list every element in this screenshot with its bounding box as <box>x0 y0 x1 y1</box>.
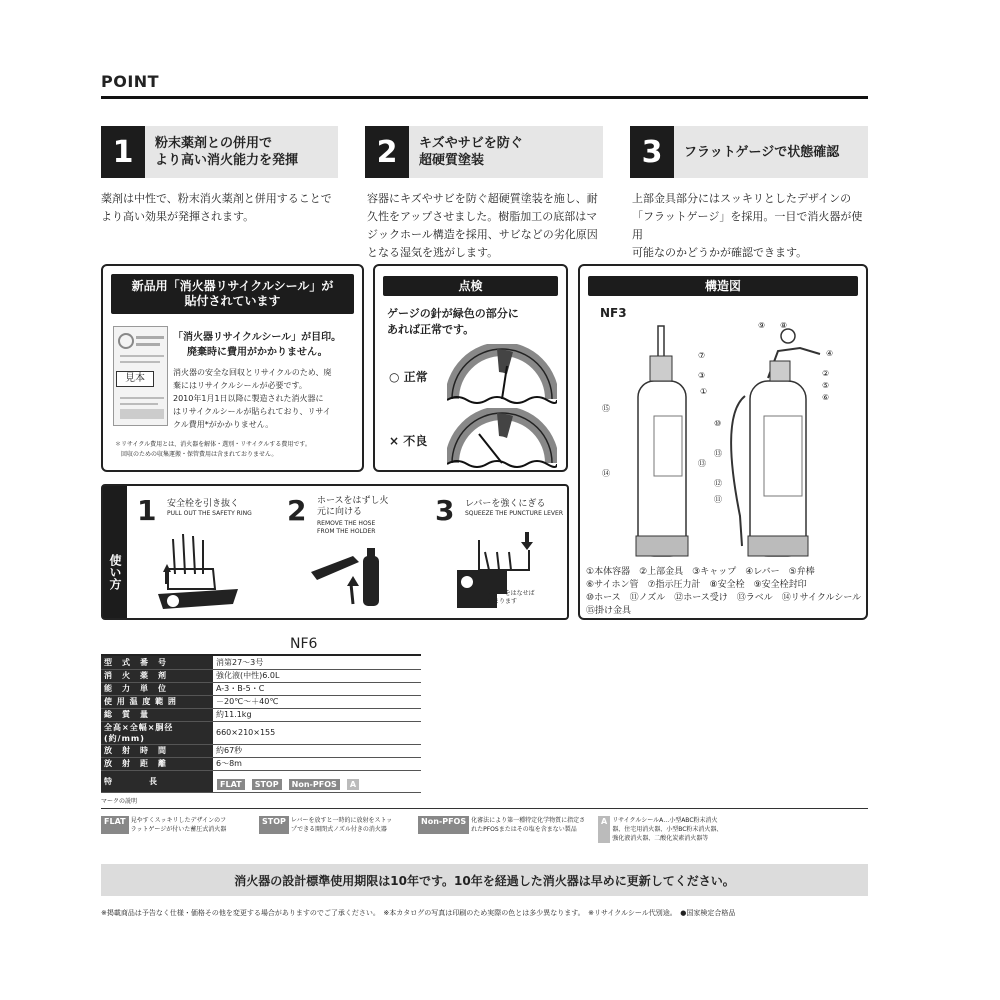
spec-value: 660×210×155 <box>213 721 421 744</box>
spec-row <box>101 708 421 721</box>
legend-line: ①本体容器 ②上部金具 ③キャップ ④レバー ⑤弁棒 <box>586 567 815 577</box>
point-2-description <box>367 190 607 262</box>
recycle-notes <box>115 440 311 460</box>
mark-non-pfos-badge: Non-PFOS <box>418 816 469 834</box>
svg-text:⑦: ⑦ <box>698 351 706 360</box>
point-1-desc-line: より高い効果が発揮されます。 <box>101 210 255 223</box>
mark-text-line: れたPFOSまたはその塩を含まない製品 <box>471 826 577 833</box>
mark-text-line: 強化液消火器、二酸化炭素消火器等 <box>612 835 709 842</box>
inspection-lead <box>387 306 519 338</box>
recycle-note-line2: 回収のための収集運搬・保管費用は含まれておりません。 <box>115 451 278 458</box>
spec-row <box>101 682 421 695</box>
pull-safety-ring-icon <box>153 534 243 614</box>
svg-text:⑨: ⑨ <box>758 321 766 330</box>
mark-text-line: 器、住宅用消火器、小型BC粉末消火器、 <box>612 826 723 833</box>
recycle-heading-line1: 新品用「消火器リサイクルシール」が <box>131 279 334 293</box>
mark-flat-badge: FLAT <box>101 816 129 834</box>
mark-flat-text <box>131 816 227 834</box>
mark-text-line: プできる開閉式ノズル付きの消火器 <box>290 826 387 833</box>
mark-flat <box>101 816 226 834</box>
marks-rule <box>101 808 868 809</box>
svg-text:⑪: ⑪ <box>714 495 722 504</box>
spec-row <box>101 656 421 669</box>
step-3-note-line1: レバーをはなせば <box>487 590 535 597</box>
step-3-number: 3 <box>435 494 455 527</box>
step-3-note <box>487 590 535 606</box>
recycle-body <box>173 366 332 431</box>
recycle-body-line: クル費用*がかかりません。 <box>173 420 274 429</box>
spec-key: 放 射 時 間 <box>101 744 213 757</box>
recycle-note-line1: ＊リサイクル費用とは、消火器を解体・選別・リサイクルする費用です。 <box>115 441 311 448</box>
svg-text:⑬: ⑬ <box>698 459 706 468</box>
extinguisher-diagram-icon <box>600 316 850 566</box>
point-3-desc-line: 上部金具部分にはスッキリとしたデザインの <box>632 192 852 205</box>
badge-flat: FLAT <box>217 779 245 790</box>
mark-non-pfos-text <box>471 816 585 834</box>
point-2-desc-line: ジックホール構造を採用、サビなどの劣化原因 <box>367 228 598 241</box>
point-2-number: 2 <box>365 126 409 178</box>
point-3-description <box>632 190 872 262</box>
svg-text:⑤: ⑤ <box>822 381 830 390</box>
spec-row <box>101 669 421 682</box>
svg-text:⑩: ⑩ <box>714 419 722 428</box>
structure-heading: 構造図 <box>588 276 858 296</box>
spec-key: 型 式 番 号 <box>101 656 213 669</box>
spec-key: 能 力 単 位 <box>101 682 213 695</box>
spec-key: 放 射 距 離 <box>101 757 213 770</box>
recycle-lead-line2: 廃棄時に費用がかかりません。 <box>187 347 328 358</box>
mark-stop <box>259 816 392 834</box>
point-2-desc-line: となる湿気を逃がします。 <box>367 246 499 259</box>
point-1-number: 1 <box>101 126 145 178</box>
title-rule <box>101 96 868 99</box>
mark-text-line: レバーを放すと一時的に放射をストッ <box>290 817 393 824</box>
recycle-body-line: 消火器の安全な回収とリサイクルのため、廃 <box>173 368 332 377</box>
point-3-desc-line: 「フラットゲージ」を採用。一目で消火器が使用 <box>632 210 863 241</box>
point-1-heading-line1: 粉末薬剤との併用で <box>155 136 273 151</box>
svg-text:⑬: ⑬ <box>714 449 722 458</box>
spec-key: 消 火 薬 剤 <box>101 669 213 682</box>
svg-text:①: ① <box>700 387 708 396</box>
recycle-body-line: 棄にはリサイクルシールが必要です。 <box>173 381 307 390</box>
recycle-seal-heading <box>111 274 354 314</box>
spec-value: 6～8m <box>213 757 421 770</box>
step-3-text: レバーを強くにぎる <box>465 499 546 509</box>
svg-text:⑭: ⑭ <box>602 469 610 478</box>
spec-key: 全高×全幅×胴径(約/mm) <box>101 721 213 744</box>
mark-stop-text <box>291 816 392 834</box>
mark-text-line: リサイクルシールA…小型ABC粉末消火 <box>612 817 718 824</box>
svg-text:④: ④ <box>826 349 834 358</box>
svg-text:⑧: ⑧ <box>780 321 788 330</box>
step-1-number: 1 <box>137 494 157 527</box>
spec-model-title: NF6 <box>290 636 318 652</box>
point-3-heading-line1: フラットゲージで状態確認 <box>684 144 840 160</box>
recycle-lead <box>173 330 341 360</box>
point-1-box <box>101 126 338 178</box>
svg-text:⑫: ⑫ <box>714 479 722 488</box>
inspection-panel <box>373 264 568 472</box>
inspection-lead-line1: ゲージの針が緑色の部分に <box>387 307 519 320</box>
point-1-heading-line2: より高い消火能力を発揮 <box>155 153 299 168</box>
recycle-seal-image <box>113 326 168 426</box>
step-2-en-line1: REMOVE THE HOSE <box>317 520 376 527</box>
step-1-text: 安全栓を引き抜く <box>167 499 240 509</box>
sample-label: 見本 <box>116 371 154 387</box>
spec-value: －20℃～＋40℃ <box>213 695 421 708</box>
svg-text:③: ③ <box>698 371 706 380</box>
spec-row <box>101 744 421 757</box>
step-2-number: 2 <box>287 494 307 527</box>
structure-legend <box>586 566 868 618</box>
usage-side-label: 使い方 <box>103 486 127 618</box>
svg-text:②: ② <box>822 369 830 378</box>
page-title: POINT <box>101 72 160 91</box>
mark-stop-badge: STOP <box>259 816 289 834</box>
spec-key: 使 用 温 度 範 囲 <box>101 695 213 708</box>
gauge-normal-icon <box>447 344 557 404</box>
usage-panel <box>101 484 569 620</box>
mark-a-badge: A <box>598 816 610 843</box>
spec-value: 消第27～3号 <box>213 656 421 669</box>
point-2-desc-line: 容器にキズやサビを防ぐ超硬質塗装を施し、耐 <box>367 192 598 205</box>
mark-non-pfos <box>418 816 585 834</box>
recycle-heading-line2: 貼付されています <box>184 294 281 308</box>
recycle-body-line: 2010年1月1日以降に製造された消火器に <box>173 394 324 403</box>
spec-feature-badges <box>217 772 361 791</box>
legend-line: ⑥サイホン管 ⑦指示圧力計 ⑧安全栓 ⑨安全栓封印 <box>586 580 807 590</box>
status-faulty-label: × 不良 <box>389 434 428 448</box>
spec-value: A-3・B-5・C <box>213 682 421 695</box>
step-2-en-line2: FROM THE HOLDER <box>317 528 376 535</box>
structure-panel <box>578 264 868 620</box>
svg-text:⑮: ⑮ <box>602 404 610 413</box>
service-life-notice: 消火器の設計標準使用期限は10年です。10年を経過した消火器は早めに更新してください。 <box>101 864 868 896</box>
point-3-desc-line: 可能なのかどうかが確認できます。 <box>632 246 808 259</box>
recycle-lead-line1: 「消火器リサイクルシール」が目印。 <box>173 332 342 343</box>
recycle-body-line: はリサイクルシールが貼られており、リサイ <box>173 407 331 416</box>
badge-a: A <box>347 779 359 790</box>
spec-row <box>101 695 421 708</box>
mark-text-line: ラットゲージが付いた蓄圧式消火器 <box>130 826 227 833</box>
legend-line: ⑮掛け金具 <box>586 606 632 616</box>
spec-value: 約11.1kg <box>213 708 421 721</box>
mark-a <box>598 816 722 843</box>
step-2-text-en <box>317 520 375 536</box>
spec-key: 総 質 量 <box>101 708 213 721</box>
inspection-heading: 点検 <box>383 276 558 296</box>
svg-text:⑥: ⑥ <box>822 393 830 402</box>
spec-key: 特 長 <box>101 770 213 792</box>
step-3-note-line2: 止まります <box>487 598 518 605</box>
structure-model-label: NF3 <box>600 306 627 320</box>
step-1-text-en: PULL OUT THE SAFETY RING <box>167 510 252 517</box>
gauge-faulty-icon <box>447 408 557 468</box>
point-2-heading-line2: 超硬質塗装 <box>419 153 485 168</box>
point-2-heading-line1: キズやサビを防ぐ <box>419 136 523 151</box>
point-1-description <box>101 190 341 226</box>
spec-row <box>101 721 421 744</box>
spec-row <box>101 757 421 770</box>
point-3-number: 3 <box>630 126 674 178</box>
step-3-text-en: SQUEEZE THE PUNCTURE LEVER <box>465 510 563 517</box>
point-1-desc-line: 薬剤は中性で、粉末消火薬剤と併用することで <box>101 192 332 205</box>
step-2-text: ホースをはずし火元に向ける <box>317 496 389 517</box>
badge-non-pfos: Non-PFOS <box>289 779 340 790</box>
spec-value: 約67秒 <box>213 744 421 757</box>
spec-value: 強化液(中性)6.0L <box>213 669 421 682</box>
point-2-box <box>365 126 603 178</box>
mark-text-line: 化審法により第一種特定化学物質に指定さ <box>471 817 586 824</box>
status-normal-label: ○ 正常 <box>389 370 428 384</box>
point-3-box <box>630 126 868 178</box>
recycle-seal-panel <box>101 264 364 472</box>
inspection-lead-line2: あれば正常です。 <box>387 323 475 336</box>
mark-a-text <box>612 816 722 843</box>
marks-title: マークの説明 <box>101 798 138 805</box>
mark-text-line: 見やすくスッキリしたデザインのフ <box>130 817 227 824</box>
footer-notes: ※掲載商品は予告なく仕様・価格その他を変更する場合がありますのでご了承ください。 ※本カタログの写真は印刷のため実際の色とは多少異なります。 ※リサイクルシール代別途。 ●国家検定合格品 <box>101 909 736 917</box>
badge-stop: STOP <box>252 779 282 790</box>
aim-hose-icon <box>303 542 393 618</box>
point-2-desc-line: 久性をアップさせました。樹脂加工の底部はマ <box>367 210 598 223</box>
legend-line: ⑩ホース ⑪ノズル ⑫ホース受け ⑬ラベル ⑭リサイクルシール <box>586 593 862 603</box>
